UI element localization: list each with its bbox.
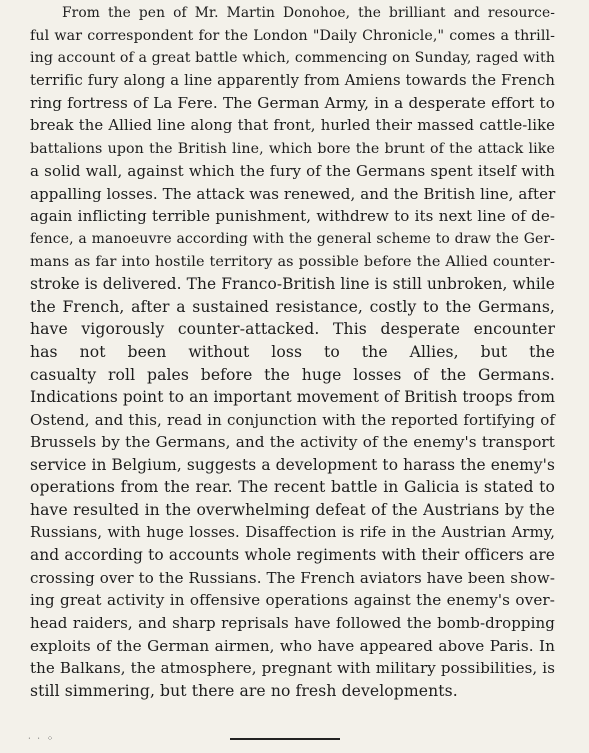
article-line: Ostend, and this, read in conjunction with the reported fortifying of (30, 410, 555, 429)
section-divider (230, 738, 340, 740)
article-line: the Balkans, the atmosphere, pregnant with military possibilities, is (30, 659, 555, 678)
article-line: ing great activity in offensive operations against the enemy's over- (30, 591, 555, 610)
article-line: exploits of the German airmen, who have appeared above Paris. In (30, 636, 555, 655)
article-line: have resulted in the overwhelming defeat of the Austrians by the (30, 501, 555, 520)
article-line: fence, a manoeuvre according with the general scheme to draw the Ger- (30, 230, 555, 247)
article-line: mans as far into hostile territory as possible before the Allied counter- (30, 253, 555, 270)
article-line: battalions upon the British line, which bore the brunt of the attack like (30, 140, 555, 157)
article-line: casualty roll pales before the huge losses of the Germans. (30, 365, 555, 384)
article-line: crossing over to the Russians. The French aviators have been show- (30, 568, 555, 587)
article-line: ring fortress of La Fere. The German Army, in a desperate effort to (30, 94, 555, 113)
article-line: Indications point to an important movement of British troops from (30, 388, 556, 407)
article-line: head raiders, and sharp reprisals have followed the bomb-dropping (30, 614, 555, 633)
print-specks: ⋅ ⋅ ⁘ (28, 734, 56, 743)
article-line: appalling losses. The attack was renewed, and the British line, after (30, 184, 556, 203)
article-line: ing account of a great battle which, commencing on Sunday, raged with (30, 50, 555, 67)
article-line: a solid wall, against which the fury of the Germans spent itself with (30, 162, 555, 181)
article-text (30, 2, 555, 702)
article-line: stroke is delivered. The Franco-British line is still unbroken, while (30, 275, 555, 294)
article-line: and according to accounts whole regiments with their officers are (30, 546, 555, 565)
article-line: still simmering, but there are no fresh developments. (30, 681, 458, 700)
article-line: again inflicting terrible punishment, withdrew to its next line of de- (30, 207, 555, 226)
article-line: service in Belgium, suggests a development to harass the enemy's (30, 455, 555, 474)
article-line: operations from the rear. The recent battle in Galicia is stated to (30, 478, 555, 497)
article-line: break the Allied line along that front, hurled their massed cattle-like (30, 116, 555, 134)
article-line: Russians, with huge losses. Disaffection is rife in the Austrian Army, (30, 523, 555, 541)
article-line: has not been without loss to the Allies, but the (30, 342, 555, 361)
article-line: have vigorously counter-attacked. This desperate encounter (30, 320, 555, 339)
article-line: the French, after a sustained resistance, costly to the Germans, (30, 297, 555, 316)
article-line: Brussels by the Germans, and the activity of the enemy's transport (30, 433, 555, 452)
article-line: From the pen of Mr. Martin Donohoe, the brilliant and resource- (62, 5, 555, 21)
article-line: ful war correspondent for the London "Daily Chronicle," comes a thrill- (30, 27, 555, 44)
article-line: terrific fury along a line apparently from Amiens towards the French (30, 71, 555, 89)
